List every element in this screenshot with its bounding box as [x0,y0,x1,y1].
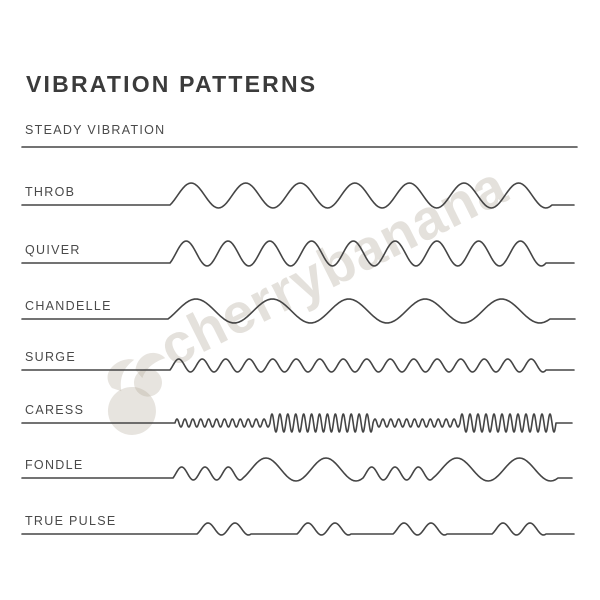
pattern-label-throb: THROB [25,185,76,199]
pattern-label-quiver: QUIVER [25,243,81,257]
pattern-label-caress: CARESS [25,403,85,417]
pattern-label-fondle: FONDLE [25,458,84,472]
pattern-label-true-pulse: TRUE PULSE [25,514,117,528]
page-title: VIBRATION PATTERNS [26,71,318,97]
waveform-quiver [22,241,574,266]
watermark-text: cherrybanana [148,153,517,379]
waveform-caress [22,414,572,432]
waveform-fondle [22,458,572,481]
waveform-surge [22,359,574,372]
pattern-label-chandelle: CHANDELLE [25,299,112,313]
pattern-label-steady-vibration: STEADY VIBRATION [25,123,166,137]
pattern-label-surge: SURGE [25,350,76,364]
waveform-throb [22,183,574,208]
